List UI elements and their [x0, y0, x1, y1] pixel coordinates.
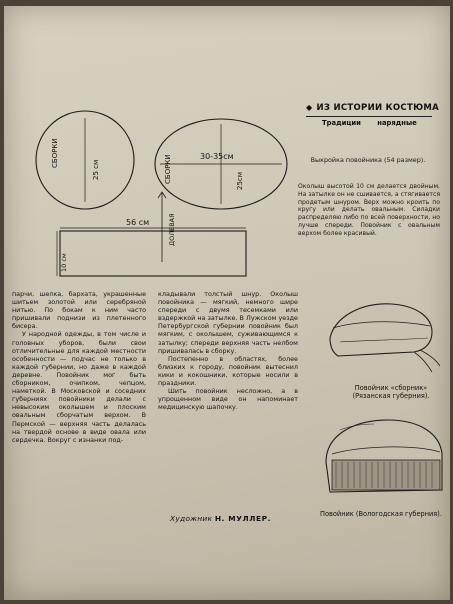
band-length: 56 см: [126, 218, 150, 227]
circle-dimension: 25 см: [92, 159, 100, 180]
paragraph: парчи, шелка, бархата, украшенные шитьем золотой или серебряной нитью. По бокам к ним часто пришивали поднизи из плетенного бисера.: [12, 290, 146, 331]
band-grain-label: ДОЛЕВАЯ: [168, 213, 176, 246]
figure2-caption: Повойник (Вологодская губерния).: [320, 510, 442, 518]
paragraph: У народной одежды, в том числе и головных уборов, были свои отличительные для каждой местности особенности — подчас не только в каждой губернии, но даже в каждой деревне. Повойник мог быть сборником, очипком, чепцом, наметкой. В Московской и соседних губерниях повойники делали с невысоким околышем и плоским овальным сборчатым верхом. В Пермской — верхняя часть делалась на твердой основе в виде овала или сердечка. Вокруг с изнанки под-: [12, 330, 146, 444]
author-name: Н. МУЛЛЕР.: [214, 514, 272, 523]
diamond-bullet-icon: ◆: [306, 103, 313, 112]
circle-side-label: СБОРКИ: [51, 138, 59, 168]
band-height: 10 см: [60, 253, 68, 272]
pattern-caption: Выкройка повойника (54 размер).: [310, 156, 426, 164]
paragraph: Шить повойник несложно, а в упрощенном виде он напоминает медицинскую шапочку.: [158, 387, 298, 412]
paragraph: кладывали толстый шнур. Околыш повойника — мягкий, немного шире спереди с двумя тесемками или вздержкой на затылке. В Лужском уезде Петербургской губернии повойник был мягким, с околышем, суживающимся к затылку; спереди верхняя часть нелбом пришивалась в сборку.: [158, 290, 298, 355]
band-note: Околыш высотой 10 см делается двойным. На затылке он не сшивается, а стягивается продетым шнуром. Верх можно кроить по кругу или делать овальным. Силадки распределяю либо по всей поверхности, но лучше спереди. Повойник с овальным верхом более красивый.: [298, 183, 440, 237]
author-prefix: Художник: [170, 514, 213, 523]
figure1-caption: Повойник «сборник» (Рязанская губерния).: [352, 384, 430, 400]
oval-height: 25см: [236, 171, 244, 190]
paragraph: Постепенно в областях, более близких к городу, повойник вытеснил кики и кокошники, которые носили в праздники.: [158, 354, 298, 388]
oval-side-label: СБОРКИ: [164, 154, 172, 184]
oval-width: 30-35см: [200, 152, 234, 161]
section-subtitle: Традиции нарядные: [322, 119, 417, 127]
section-title-text: ИЗ ИСТОРИИ КОСТЮМА: [316, 103, 439, 113]
